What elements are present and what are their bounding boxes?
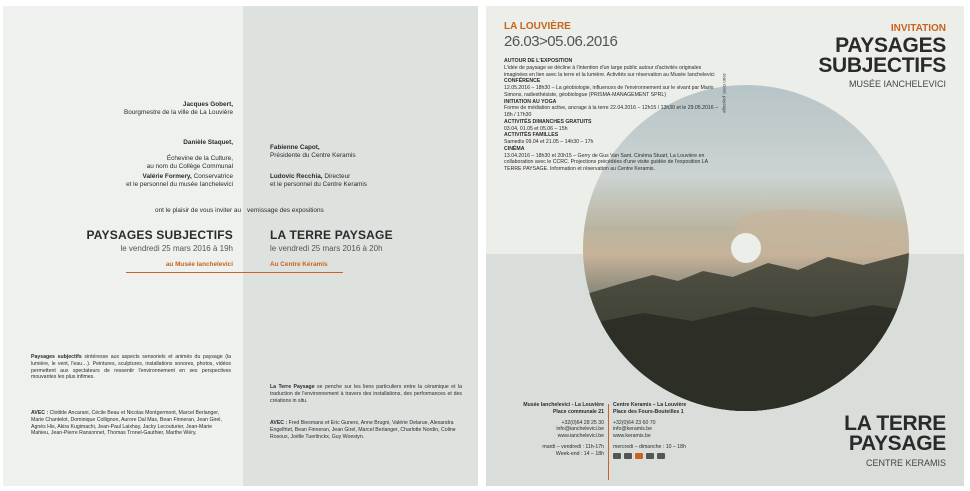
host-role: et le personnel du musée Ianchelevici bbox=[126, 181, 233, 188]
venue-address: Place communale 21 bbox=[552, 408, 604, 415]
exhibition-dates: 26.03>05.06.2016 bbox=[504, 33, 618, 50]
host-role: Présidente du Centre Keramis bbox=[270, 152, 356, 159]
expo-title: LA TERRE PAYSAGE bbox=[270, 228, 393, 242]
title-line: PAYSAGES bbox=[835, 34, 946, 57]
expo-date: le vendredi 25 mars 2016 à 20h bbox=[270, 244, 383, 253]
program-text: 12.05.2016 – 18h30 – La géobiologie, influences de l'environnement sur le vivant par Mario Simons, radiesthésiste, géobiologue (PRISMA-MANAGEMENT SPRL) bbox=[504, 85, 714, 98]
artists-list bbox=[31, 410, 231, 437]
artists-list bbox=[270, 420, 462, 440]
centre-label: CENTRE KERAMIS bbox=[865, 458, 946, 468]
invite-text: ont le plaisir de vous inviter au bbox=[155, 207, 241, 214]
logo-icon bbox=[613, 453, 621, 459]
host-capot bbox=[270, 144, 470, 160]
host-formery bbox=[23, 173, 233, 189]
expo-place: au Musée Ianchelevici bbox=[165, 261, 233, 268]
host-role-inline: Directeur bbox=[322, 173, 351, 180]
program-heading: ACTIVITÉS FAMILLES bbox=[504, 132, 559, 139]
venue-phone: +32(0)64 23 60 70 bbox=[613, 419, 656, 426]
program-heading: CONFÉRENCE bbox=[504, 78, 541, 85]
host-name: Valérie Formery, bbox=[142, 173, 192, 180]
host-staquet bbox=[33, 131, 233, 179]
title-line: SUBJECTIFS bbox=[818, 53, 946, 77]
host-name: Ludovic Recchia, bbox=[270, 173, 323, 180]
program-text: L'idée de paysage se décline à l'intention d'un large public autour d'activités originales imaginées en lien avec la terre et la lumière. Activités sur réservation au Musée Ianchelevici bbox=[504, 64, 715, 78]
desc-strong: Paysages subjectifs bbox=[31, 354, 82, 360]
desc-text: sintéresse aux aspects sensoriels et animés du paysage (la lumière, le vent, l'eau…). Peintures, sculptures, installations sonores, photos, vidéos permettent aux spectateurs de ressentir l'environnement en ses perspectives mouvantes les plus infimes. bbox=[31, 354, 231, 381]
logo-icon bbox=[624, 453, 632, 459]
venue-email: info@keramis.be bbox=[613, 426, 652, 433]
host-name: Jacques Gobert, bbox=[182, 101, 233, 108]
host-role: Bourgmestre de la ville de La Louvière bbox=[123, 109, 233, 116]
disc-hole bbox=[731, 233, 761, 263]
venue-hours: mardi – vendredi : 11h-17h bbox=[542, 443, 604, 450]
program-heading: ACTIVITÉS DIMANCHES GRATUITS bbox=[504, 118, 592, 125]
cover-panel bbox=[486, 6, 964, 486]
venue-name: Musée Ianchelevici - La Louvière bbox=[523, 402, 604, 408]
venue-hours: mercredi – dimanche : 10 – 18h bbox=[613, 443, 686, 450]
expo-date: le vendredi 25 mars 2016 à 19h bbox=[120, 244, 233, 253]
venue-museum bbox=[496, 402, 604, 457]
host-gobert bbox=[33, 101, 233, 117]
expo-place: Au Centre Kéramis bbox=[270, 261, 328, 268]
venue-phone: +32(0)64 28 25 30 bbox=[561, 419, 604, 426]
venue-hours: Week-end : 14 – 18h bbox=[555, 450, 604, 457]
left-panel bbox=[3, 6, 243, 486]
host-name: Danièle Staquet, bbox=[183, 139, 233, 146]
avec-label: AVEC : bbox=[270, 420, 289, 426]
host-recchia bbox=[270, 173, 470, 189]
title-line: LA TERRE bbox=[844, 412, 946, 435]
photo-credit: Jean Girel, paysage bbox=[722, 73, 727, 114]
artists-text: Clotilde Ancarani, Cécile Beau et Nicolas Montgermont, Marcel Berlanger, Marie Chantelot, Dominique Collignon, Aurore Dal Mas, Bean Finneran, Jean Girel, Agnès His, Akira Kugimachi, Jean-Paul Laixhay, Jacky Lecouturier, Jean-Marie Mahieu, Jean-Pierre Ransonnet, Thomas Tronel-Gauthier, Marthe Wéry. bbox=[31, 410, 222, 437]
program-list bbox=[504, 58, 724, 173]
venue-name: Centre Keramis – La Louvière bbox=[613, 402, 687, 408]
place-underline bbox=[243, 272, 343, 273]
artists-text: Fred Biesmans et Eric Guners, Anne Brugni, Valérie Delarue, Alexandra Engelfriet, Bean Finneran, Jean Girel, Marcel Berlanger, Charlotte Nordin, Coline Rosoux, Joëlle Tuerlinckx, Guy Woestyn. bbox=[270, 420, 456, 440]
logo-icon bbox=[635, 453, 643, 459]
venue-email: info@ianchelevici.be bbox=[556, 426, 604, 433]
program-text: Samedis 09.04 et 21.05 – 14h30 – 17h bbox=[504, 139, 594, 145]
venue-divider bbox=[608, 404, 609, 480]
venue-website: www.ianchelevici.be bbox=[557, 433, 604, 439]
sponsor-logos bbox=[613, 453, 733, 462]
expo-description bbox=[31, 354, 231, 381]
title-paysages bbox=[818, 36, 946, 76]
host-role: et le personnel du Centre Keramis bbox=[270, 181, 367, 188]
program-heading: INITIATION AU YOGA bbox=[504, 98, 557, 105]
program-heading: CINÉMA bbox=[504, 145, 525, 152]
host-role-inline: Conservatrice bbox=[191, 173, 233, 180]
title-line: PAYSAGE bbox=[848, 431, 946, 455]
desc-text: se penche sur les liens particuliers entre la céramique et la traduction de l'environnement à travers des installations, des performances et des créations in situ. bbox=[270, 384, 462, 404]
host-role: Échevine de la Culture, au nom du Collège Communal bbox=[146, 155, 233, 170]
museum-label: MUSÉE IANCHELEVICI bbox=[848, 79, 946, 89]
avec-label: AVEC : bbox=[31, 410, 50, 416]
program-text: 03.04, 01.05 et 05.06 – 15h bbox=[504, 125, 568, 132]
title-terre bbox=[844, 414, 946, 454]
place-underline bbox=[126, 272, 243, 273]
city-label: LA LOUVIÈRE bbox=[504, 21, 571, 32]
expo-title: PAYSAGES SUBJECTIFS bbox=[86, 228, 233, 242]
desc-strong: La Terre Paysage bbox=[270, 384, 315, 390]
logo-icon bbox=[646, 453, 654, 459]
venue-address: Place des Fours-Bouteilles 1 bbox=[613, 408, 684, 415]
invitation-label: INVITATION bbox=[890, 23, 946, 34]
venue-website: www.keramis.be bbox=[613, 433, 651, 439]
invite-text: vernissage des expositions bbox=[247, 207, 324, 214]
program-text: 13.04.2016 – 18h30 et 20h15 – Gerry de Gus Van Sant. Cinéma Stuart, La Louvière en collaboration avec le CCRC. Projections précédées d'une visite guidée de l'exposition LA TERRE PAYSAGE. Information et réservation au Centre Keramis. bbox=[504, 152, 708, 172]
middle-panel bbox=[243, 6, 478, 486]
program-text: Forme de médiation active, ancrage à la terre 22.04.2016 – 12h15 / 13h30 et le 29.05.2016 – 18h / 17h30 bbox=[504, 105, 718, 118]
venue-keramis bbox=[613, 402, 733, 461]
logo-icon bbox=[657, 453, 665, 459]
program-heading: AUTOUR DE L'EXPOSITION bbox=[504, 58, 573, 64]
host-name: Fabienne Capot, bbox=[270, 144, 320, 151]
expo-description bbox=[270, 384, 462, 404]
